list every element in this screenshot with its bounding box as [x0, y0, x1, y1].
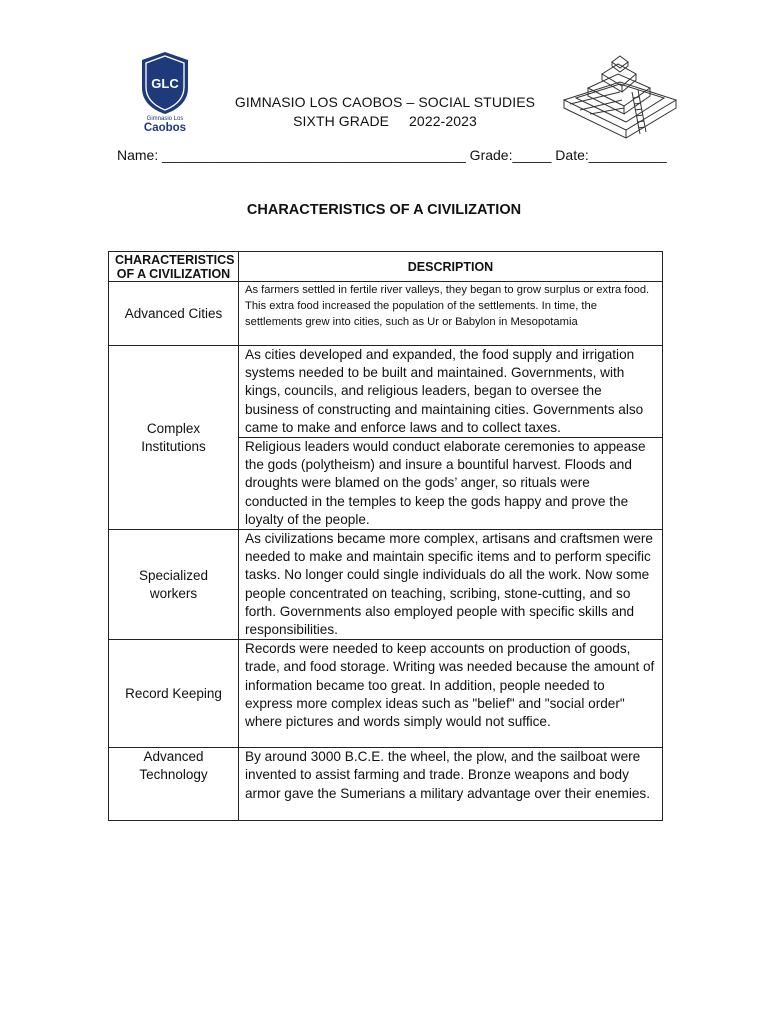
- table-row: [109, 282, 663, 346]
- characteristic-description: As cities developed and expanded, the food supply and irrigation systems needed to be built and maintained. Governments, with kings, councils, and religious leaders, began to oversee the business of constructing and maintaining cities. Governments also came to make and enforce laws and to collect taxes.: [239, 346, 663, 438]
- characteristic-description: By around 3000 B.C.E. the wheel, the plow, and the sailboat were invented to assist farming and trade. Bronze weapons and body armor gave the Sumerians a military advantage over their enemies.: [239, 748, 663, 821]
- characteristic-name: Advanced Technology: [109, 748, 239, 821]
- characteristic-description: As civilizations became more complex, artisans and craftsmen were needed to make and maintain specific items and to perform specific tasks. No longer could single individuals do all the work. Now some people concentrated on teaching, scribing, stone-cutting, and so forth. Governments also employed people with specific skills and responsibilities.: [239, 530, 663, 640]
- characteristic-name: Specialized workers: [109, 530, 239, 640]
- characteristics-table: [108, 251, 663, 821]
- table-row: [109, 530, 663, 640]
- characteristic-name: Advanced Cities: [109, 282, 239, 346]
- logo-initials: GLC: [151, 76, 179, 91]
- characteristic-name: Record Keeping: [109, 640, 239, 748]
- characteristic-description: As farmers settled in fertile river valleys, they began to grow surplus or extra food. This extra food increased the population of the settlements. In time, the settlements grew into cities, such as Ur or Babylon in Mesopotamia: [239, 282, 663, 346]
- table-row: [109, 748, 663, 821]
- characteristic-name: Complex Institutions: [109, 346, 239, 530]
- page-title: CHARACTERISTICS OF A CIVILIZATION: [246, 202, 522, 218]
- characteristic-description: Religious leaders would conduct elaborate ceremonies to appease the gods (polytheism) and insure a bountiful harvest. Floods and droughts were blamed on the gods’ anger, so rituals were conducted in the temples to keep the gods happy and prove the loyalty of the people.: [239, 438, 663, 530]
- logo-text-bottom: Caobos: [143, 122, 187, 134]
- logo-text-top: Gimnasio Los: [146, 116, 184, 122]
- characteristic-description: Records were needed to keep accounts on production of goods, trade, and food storage. Writing was needed because the amount of information became too great. In addition, people needed to express more complex ideas such as "belief" and "social order" where pictures and words simply would not suffice.: [239, 640, 663, 748]
- header-characteristics: CHARACTERISTICS OF A CIVILIZATION: [109, 252, 239, 282]
- table-row: [109, 640, 663, 748]
- grade-year: SIXTH GRADE 2022-2023: [293, 113, 477, 129]
- table-row: [109, 346, 663, 438]
- header-description: DESCRIPTION: [239, 252, 663, 282]
- name-grade-date-line: Name: _______________________________________ Grade:_____ Date:__________: [117, 147, 667, 163]
- school-title: GIMNASIO LOS CAOBOS – SOCIAL STUDIES: [234, 94, 536, 110]
